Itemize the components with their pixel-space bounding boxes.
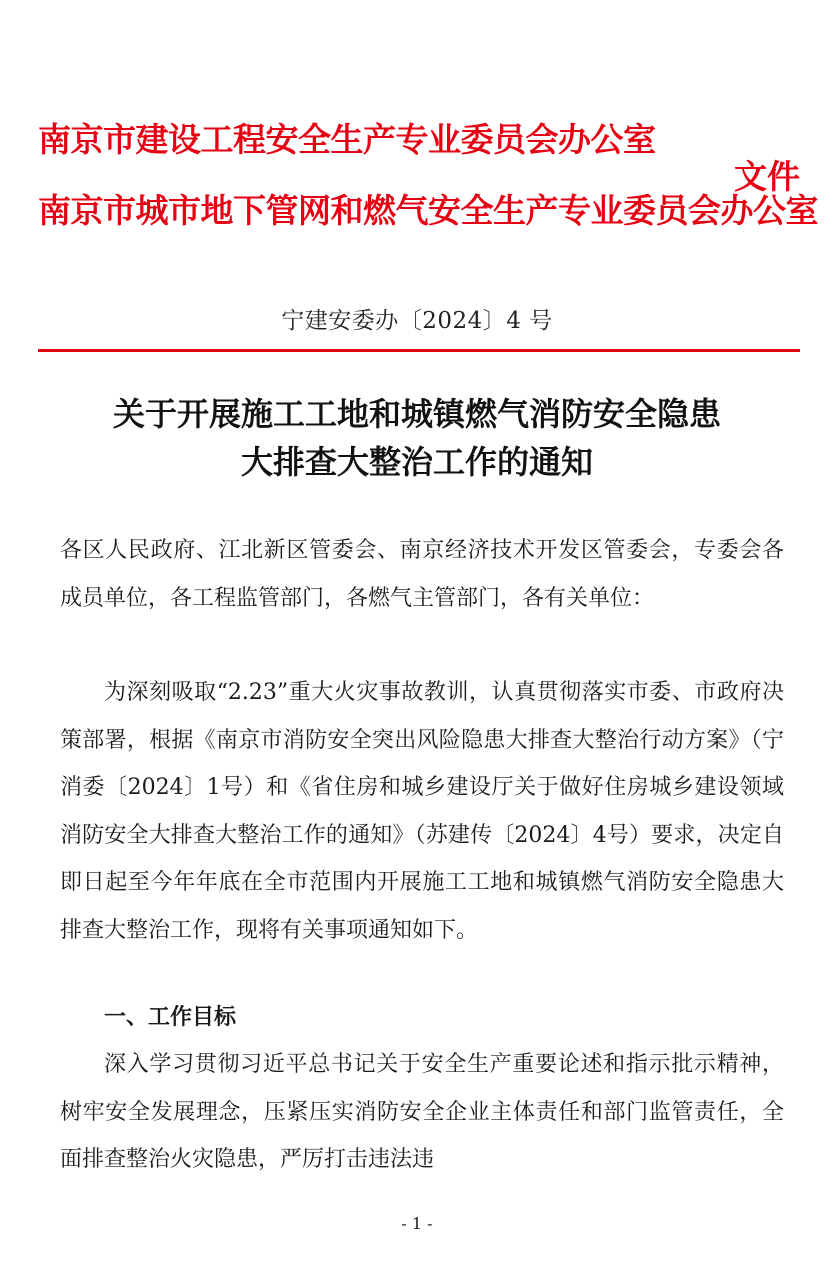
red-separator-line (38, 349, 800, 352)
issuer-name-1: 南京市建设工程安全生产专业委员会办公室 (38, 120, 656, 159)
document-title-line-1: 关于开展施工工地和城镇燃气消防安全隐患 (112, 395, 721, 433)
body-paragraph-intro: 为深刻吸取“2.23”重大火灾事故教训，认真贯彻落实市委、市政府决策部署，根据《南京市消防安全突出风险隐患大排查大整治行动方案》（宁消委〔2024〕1号）和《省住房和城乡建设厅关于做好住房城乡建设领域消防安全大排查大整治工作的通知》（苏建传〔2024〕4号）要求，决定自即日起至今年年底在全市范围内开展施工工地和城镇燃气消防安全隐患大排查大整治工作，现将有关事项通知如下。 (60, 680, 784, 943)
page-number: - 1 - (401, 1214, 433, 1233)
document-title-line-2: 大排查大整治工作的通知 (240, 443, 593, 481)
section-heading-goals: 一、工作目标 (104, 1005, 237, 1030)
document-number: 宁建安委办〔2024〕4 号 (281, 308, 553, 334)
body-paragraph-goals: 深入学习贯彻习近平总书记关于安全生产重要论述和指示批示精神，树牢安全发展理念，压紧压实消防安全企业主体责任和部门监管责任，全面排查整治火灾隐患，严厉打击违法违 (60, 1052, 784, 1172)
document-type-label: 文件 (734, 157, 800, 196)
issuer-name-2: 南京市城市地下管网和燃气安全生产专业委员会办公室 (38, 191, 818, 230)
salutation: 各区人民政府、江北新区管委会、南京经济技术开发区管委会，专委会各成员单位，各工程监管部门，各燃气主管部门，各有关单位： (60, 538, 784, 611)
